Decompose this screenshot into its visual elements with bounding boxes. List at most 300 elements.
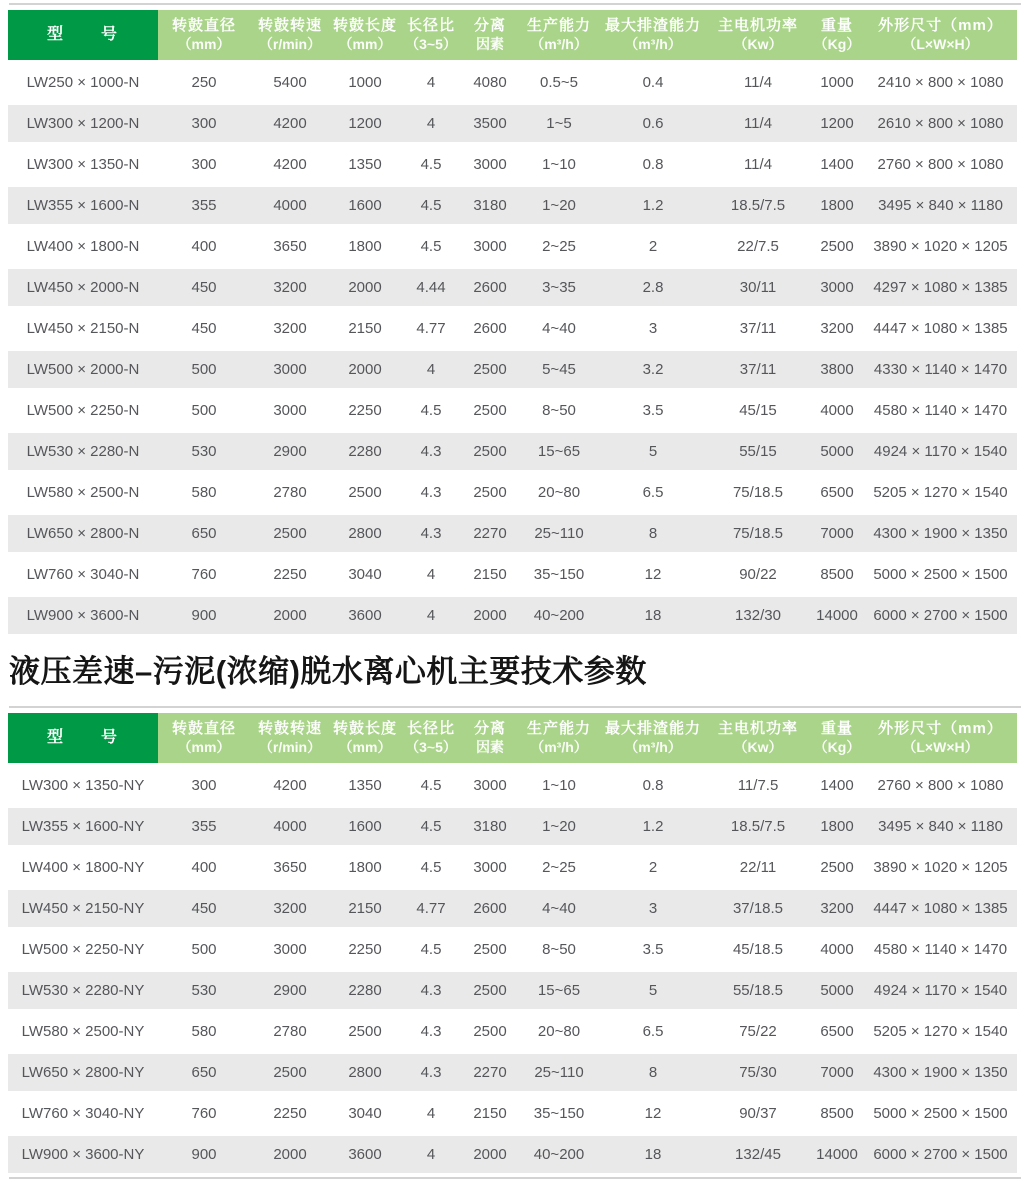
cell-weight: 7000	[810, 515, 864, 552]
cell-model: LW900 × 3600-NY	[8, 1136, 158, 1173]
cell-length-diameter-ratio: 4.5	[400, 392, 462, 429]
cell-capacity: 40~200	[518, 597, 600, 634]
cell-max-discharge: 1.2	[600, 187, 706, 224]
cell-model: LW500 × 2250-NY	[8, 931, 158, 968]
cell-length-diameter-ratio: 4	[400, 597, 462, 634]
header-row	[8, 10, 1017, 60]
cell-separation-factor: 2500	[462, 931, 518, 968]
cell-model: LW400 × 1800-N	[8, 228, 158, 265]
table-row	[8, 392, 1017, 429]
col-header-model	[8, 10, 158, 60]
cell-max-discharge: 0.8	[600, 767, 706, 804]
table-row	[8, 187, 1017, 224]
cell-drum-diameter: 580	[158, 1013, 250, 1050]
cell-model: LW355 × 1600-NY	[8, 808, 158, 845]
col-header-unit: （mm）	[177, 738, 231, 755]
cell-dimensions: 3890 × 1020 × 1205	[864, 849, 1017, 886]
col-header-label: 型 号	[46, 26, 119, 43]
cell-max-discharge: 0.6	[600, 105, 706, 142]
cell-drum-speed: 4200	[250, 146, 330, 183]
cell-weight: 8500	[810, 556, 864, 593]
cell-motor-power: 45/18.5	[706, 931, 810, 968]
cell-drum-speed: 3200	[250, 310, 330, 347]
col-header-length-diameter-ratio	[400, 713, 462, 763]
cell-drum-length: 2250	[330, 931, 400, 968]
cell-model: LW530 × 2280-NY	[8, 972, 158, 1009]
col-header-label: 外形尺寸（mm）	[878, 16, 1003, 34]
col-header-label: 长径比	[406, 720, 455, 738]
col-header-separation-factor	[462, 713, 518, 763]
col-header-model	[8, 713, 158, 763]
cell-weight: 1400	[810, 146, 864, 183]
section2-title: 液压差速–污泥(浓缩)脱水离心机主要技术参数	[9, 654, 647, 689]
cell-drum-diameter: 450	[158, 269, 250, 306]
cell-capacity: 35~150	[518, 556, 600, 593]
cell-separation-factor: 2500	[462, 392, 518, 429]
col-header-capacity	[518, 10, 600, 60]
cell-max-discharge: 2	[600, 228, 706, 265]
col-header-unit: （r/min）	[258, 35, 322, 52]
cell-length-diameter-ratio: 4	[400, 351, 462, 388]
cell-drum-diameter: 760	[158, 556, 250, 593]
col-header-label: 重量	[820, 16, 853, 34]
cell-max-discharge: 1.2	[600, 808, 706, 845]
cell-weight: 1800	[810, 187, 864, 224]
cell-dimensions: 4447 × 1080 × 1385	[864, 890, 1017, 927]
cell-drum-diameter: 500	[158, 351, 250, 388]
cell-drum-length: 2800	[330, 1054, 400, 1091]
cell-drum-diameter: 900	[158, 1136, 250, 1173]
cell-model: LW450 × 2150-NY	[8, 890, 158, 927]
cell-drum-diameter: 300	[158, 767, 250, 804]
cell-separation-factor: 3000	[462, 228, 518, 265]
cell-drum-length: 2000	[330, 269, 400, 306]
cell-drum-length: 1000	[330, 64, 400, 101]
spec-table-sludge-ny-series	[8, 709, 1017, 1177]
cell-drum-diameter: 450	[158, 310, 250, 347]
col-header-motor-power	[706, 10, 810, 60]
bottom-divider	[9, 1177, 1021, 1179]
catalog-page	[0, 3, 1025, 1179]
col-header-label: 分离	[473, 720, 506, 738]
cell-motor-power: 55/15	[706, 433, 810, 470]
col-header-label: 转鼓长度	[332, 720, 397, 738]
cell-separation-factor: 2600	[462, 310, 518, 347]
cell-dimensions: 4924 × 1170 × 1540	[864, 433, 1017, 470]
cell-drum-length: 1200	[330, 105, 400, 142]
cell-drum-length: 1600	[330, 187, 400, 224]
cell-capacity: 2~25	[518, 849, 600, 886]
col-header-drum-speed	[250, 713, 330, 763]
cell-motor-power: 37/18.5	[706, 890, 810, 927]
col-header-label: 转鼓长度	[332, 16, 397, 34]
cell-separation-factor: 3000	[462, 849, 518, 886]
cell-dimensions: 4580 × 1140 × 1470	[864, 392, 1017, 429]
table-row	[8, 1095, 1017, 1132]
cell-model: LW300 × 1350-NY	[8, 767, 158, 804]
cell-motor-power: 75/22	[706, 1013, 810, 1050]
cell-dimensions: 4297 × 1080 × 1385	[864, 269, 1017, 306]
cell-dimensions: 2760 × 800 × 1080	[864, 767, 1017, 804]
cell-separation-factor: 3180	[462, 808, 518, 845]
cell-motor-power: 90/37	[706, 1095, 810, 1132]
cell-dimensions: 5000 × 2500 × 1500	[864, 556, 1017, 593]
cell-model: LW450 × 2150-N	[8, 310, 158, 347]
cell-motor-power: 45/15	[706, 392, 810, 429]
cell-model: LW500 × 2250-N	[8, 392, 158, 429]
cell-capacity: 1~10	[518, 146, 600, 183]
cell-motor-power: 11/4	[706, 64, 810, 101]
cell-max-discharge: 6.5	[600, 474, 706, 511]
cell-max-discharge: 12	[600, 556, 706, 593]
cell-model: LW650 × 2800-NY	[8, 1054, 158, 1091]
cell-max-discharge: 12	[600, 1095, 706, 1132]
cell-drum-diameter: 400	[158, 228, 250, 265]
table-row	[8, 269, 1017, 306]
cell-motor-power: 132/30	[706, 597, 810, 634]
table-row	[8, 972, 1017, 1009]
table-row	[8, 64, 1017, 101]
cell-length-diameter-ratio: 4.3	[400, 972, 462, 1009]
cell-motor-power: 22/11	[706, 849, 810, 886]
cell-drum-diameter: 650	[158, 515, 250, 552]
col-header-unit: （m³/h）	[530, 738, 588, 755]
cell-dimensions: 2410 × 800 × 1080	[864, 64, 1017, 101]
cell-drum-speed: 3200	[250, 890, 330, 927]
cell-capacity: 2~25	[518, 228, 600, 265]
col-header-unit: （mm）	[338, 738, 392, 755]
cell-weight: 4000	[810, 392, 864, 429]
cell-max-discharge: 6.5	[600, 1013, 706, 1050]
cell-max-discharge: 3.5	[600, 392, 706, 429]
cell-drum-length: 2280	[330, 972, 400, 1009]
cell-capacity: 15~65	[518, 972, 600, 1009]
table-row	[8, 849, 1017, 886]
col-header-length-diameter-ratio	[400, 10, 462, 60]
cell-length-diameter-ratio: 4.5	[400, 849, 462, 886]
cell-capacity: 0.5~5	[518, 64, 600, 101]
cell-capacity: 1~20	[518, 808, 600, 845]
col-header-label: 转鼓直径	[171, 16, 236, 34]
table-row	[8, 1054, 1017, 1091]
cell-motor-power: 18.5/7.5	[706, 187, 810, 224]
cell-weight: 6500	[810, 474, 864, 511]
cell-length-diameter-ratio: 4.5	[400, 146, 462, 183]
cell-dimensions: 2610 × 800 × 1080	[864, 105, 1017, 142]
cell-separation-factor: 2270	[462, 515, 518, 552]
col-header-label: 转鼓转速	[257, 720, 322, 738]
cell-dimensions: 3495 × 840 × 1180	[864, 187, 1017, 224]
cell-weight: 3200	[810, 890, 864, 927]
table-row	[8, 146, 1017, 183]
table-row	[8, 1013, 1017, 1050]
cell-capacity: 3~35	[518, 269, 600, 306]
cell-capacity: 25~110	[518, 1054, 600, 1091]
cell-drum-speed: 2780	[250, 474, 330, 511]
cell-model: LW500 × 2000-N	[8, 351, 158, 388]
col-header-unit: （r/min）	[258, 738, 322, 755]
cell-drum-speed: 4000	[250, 187, 330, 224]
cell-motor-power: 18.5/7.5	[706, 808, 810, 845]
col-header-unit: （L×W×H）	[902, 738, 979, 755]
cell-drum-length: 3600	[330, 597, 400, 634]
cell-max-discharge: 2	[600, 849, 706, 886]
cell-length-diameter-ratio: 4.3	[400, 1013, 462, 1050]
cell-drum-length: 2150	[330, 890, 400, 927]
table-row	[8, 890, 1017, 927]
cell-separation-factor: 3000	[462, 767, 518, 804]
cell-dimensions: 4300 × 1900 × 1350	[864, 515, 1017, 552]
cell-drum-diameter: 650	[158, 1054, 250, 1091]
cell-max-discharge: 3	[600, 310, 706, 347]
cell-motor-power: 75/18.5	[706, 515, 810, 552]
cell-model: LW450 × 2000-N	[8, 269, 158, 306]
col-header-unit: （3~5）	[405, 738, 457, 755]
cell-weight: 4000	[810, 931, 864, 968]
cell-separation-factor: 2600	[462, 890, 518, 927]
col-header-label: 生产能力	[526, 16, 591, 34]
cell-separation-factor: 2270	[462, 1054, 518, 1091]
cell-max-discharge: 5	[600, 972, 706, 1009]
cell-max-discharge: 2.8	[600, 269, 706, 306]
cell-length-diameter-ratio: 4	[400, 1136, 462, 1173]
cell-separation-factor: 2000	[462, 1136, 518, 1173]
cell-separation-factor: 2600	[462, 269, 518, 306]
cell-drum-speed: 2900	[250, 972, 330, 1009]
cell-weight: 1800	[810, 808, 864, 845]
cell-capacity: 25~110	[518, 515, 600, 552]
table-row	[8, 433, 1017, 470]
cell-weight: 2500	[810, 228, 864, 265]
cell-length-diameter-ratio: 4.3	[400, 433, 462, 470]
cell-max-discharge: 18	[600, 1136, 706, 1173]
cell-capacity: 4~40	[518, 890, 600, 927]
col-header-label: 型 号	[46, 729, 119, 747]
cell-drum-speed: 3000	[250, 351, 330, 388]
cell-max-discharge: 0.4	[600, 64, 706, 101]
cell-length-diameter-ratio: 4.3	[400, 1054, 462, 1091]
cell-motor-power: 37/11	[706, 310, 810, 347]
cell-max-discharge: 8	[600, 515, 706, 552]
cell-capacity: 1~10	[518, 767, 600, 804]
cell-length-diameter-ratio: 4.44	[400, 269, 462, 306]
col-header-weight	[810, 10, 864, 60]
cell-model: LW900 × 3600-N	[8, 597, 158, 634]
cell-capacity: 8~50	[518, 931, 600, 968]
cell-drum-diameter: 300	[158, 105, 250, 142]
col-header-drum-diameter	[158, 713, 250, 763]
cell-separation-factor: 2500	[462, 351, 518, 388]
cell-drum-speed: 4200	[250, 105, 330, 142]
table-row	[8, 556, 1017, 593]
col-header-drum-speed	[250, 10, 330, 60]
col-header-dimensions	[864, 713, 1017, 763]
cell-capacity: 1~5	[518, 105, 600, 142]
table-row	[8, 1136, 1017, 1173]
cell-model: LW580 × 2500-NY	[8, 1013, 158, 1050]
cell-length-diameter-ratio: 4.5	[400, 808, 462, 845]
section2-top-divider	[9, 706, 1021, 708]
col-header-unit: （Kg）	[813, 738, 861, 755]
cell-capacity: 20~80	[518, 1013, 600, 1050]
cell-drum-length: 2500	[330, 1013, 400, 1050]
cell-drum-speed: 3200	[250, 269, 330, 306]
col-header-separation-factor	[462, 10, 518, 60]
col-header-label: 重量	[820, 720, 853, 738]
cell-separation-factor: 4080	[462, 64, 518, 101]
table-row	[8, 767, 1017, 804]
cell-dimensions: 5205 × 1270 × 1540	[864, 1013, 1017, 1050]
cell-motor-power: 11/4	[706, 105, 810, 142]
cell-motor-power: 75/30	[706, 1054, 810, 1091]
col-header-drum-diameter	[158, 10, 250, 60]
cell-dimensions: 4580 × 1140 × 1470	[864, 931, 1017, 968]
cell-motor-power: 55/18.5	[706, 972, 810, 1009]
cell-drum-diameter: 355	[158, 187, 250, 224]
col-header-label: 外形尺寸（mm）	[878, 720, 1003, 738]
col-header-label: 转鼓直径	[171, 720, 236, 738]
cell-capacity: 1~20	[518, 187, 600, 224]
cell-length-diameter-ratio: 4.5	[400, 228, 462, 265]
cell-separation-factor: 3000	[462, 146, 518, 183]
col-header-drum-length	[330, 10, 400, 60]
cell-drum-diameter: 500	[158, 931, 250, 968]
cell-drum-length: 1800	[330, 849, 400, 886]
table-row	[8, 228, 1017, 265]
col-header-unit: （m³/h）	[624, 35, 682, 52]
cell-dimensions: 4447 × 1080 × 1385	[864, 310, 1017, 347]
cell-weight: 7000	[810, 1054, 864, 1091]
col-header-label: 最大排渣能力	[604, 16, 701, 34]
cell-dimensions: 6000 × 2700 × 1500	[864, 1136, 1017, 1173]
cell-drum-diameter: 300	[158, 146, 250, 183]
cell-motor-power: 132/45	[706, 1136, 810, 1173]
spec-table-hydraulic-n-series	[8, 6, 1017, 638]
cell-model: LW300 × 1350-N	[8, 146, 158, 183]
cell-motor-power: 11/7.5	[706, 767, 810, 804]
cell-model: LW760 × 3040-NY	[8, 1095, 158, 1132]
cell-drum-speed: 2900	[250, 433, 330, 470]
table-row	[8, 597, 1017, 634]
cell-drum-length: 1800	[330, 228, 400, 265]
cell-drum-speed: 4200	[250, 767, 330, 804]
table-row	[8, 105, 1017, 142]
cell-drum-diameter: 355	[158, 808, 250, 845]
cell-weight: 1400	[810, 767, 864, 804]
cell-separation-factor: 2500	[462, 474, 518, 511]
cell-drum-speed: 2250	[250, 556, 330, 593]
col-header-max-discharge	[600, 10, 706, 60]
cell-drum-diameter: 250	[158, 64, 250, 101]
cell-dimensions: 5205 × 1270 × 1540	[864, 474, 1017, 511]
cell-weight: 14000	[810, 1136, 864, 1173]
cell-drum-length: 2150	[330, 310, 400, 347]
cell-dimensions: 2760 × 800 × 1080	[864, 146, 1017, 183]
cell-length-diameter-ratio: 4	[400, 556, 462, 593]
cell-weight: 3200	[810, 310, 864, 347]
col-header-unit: （L×W×H）	[902, 35, 979, 52]
cell-length-diameter-ratio: 4.77	[400, 890, 462, 927]
cell-motor-power: 90/22	[706, 556, 810, 593]
cell-length-diameter-ratio: 4.5	[400, 187, 462, 224]
col-header-unit: （3~5）	[405, 35, 457, 52]
cell-drum-length: 1350	[330, 146, 400, 183]
col-header-unit: （m³/h）	[624, 738, 682, 755]
col-header-unit: 因素	[476, 35, 504, 52]
cell-drum-length: 2500	[330, 474, 400, 511]
cell-dimensions: 6000 × 2700 × 1500	[864, 597, 1017, 634]
col-header-unit: （Kw）	[733, 738, 783, 755]
cell-drum-length: 2280	[330, 433, 400, 470]
cell-weight: 3000	[810, 269, 864, 306]
cell-motor-power: 30/11	[706, 269, 810, 306]
cell-model: LW530 × 2280-N	[8, 433, 158, 470]
cell-length-diameter-ratio: 4	[400, 105, 462, 142]
col-header-label: 主电机功率	[717, 16, 798, 34]
col-header-label: 分离	[473, 16, 506, 34]
cell-separation-factor: 3180	[462, 187, 518, 224]
cell-dimensions: 3890 × 1020 × 1205	[864, 228, 1017, 265]
cell-model: LW300 × 1200-N	[8, 105, 158, 142]
cell-drum-length: 2800	[330, 515, 400, 552]
table-row	[8, 351, 1017, 388]
cell-separation-factor: 2500	[462, 433, 518, 470]
header-row	[8, 713, 1017, 763]
col-header-max-discharge	[600, 713, 706, 763]
cell-drum-speed: 3650	[250, 849, 330, 886]
col-header-motor-power	[706, 713, 810, 763]
cell-drum-length: 2000	[330, 351, 400, 388]
cell-separation-factor: 2150	[462, 1095, 518, 1132]
cell-model: LW580 × 2500-N	[8, 474, 158, 511]
cell-drum-length: 3600	[330, 1136, 400, 1173]
cell-drum-diameter: 450	[158, 890, 250, 927]
cell-weight: 2500	[810, 849, 864, 886]
table-row	[8, 515, 1017, 552]
col-header-drum-length	[330, 713, 400, 763]
cell-separation-factor: 3500	[462, 105, 518, 142]
cell-drum-diameter: 500	[158, 392, 250, 429]
cell-dimensions: 4330 × 1140 × 1470	[864, 351, 1017, 388]
col-header-label: 生产能力	[526, 720, 591, 738]
cell-weight: 14000	[810, 597, 864, 634]
cell-drum-speed: 5400	[250, 64, 330, 101]
cell-drum-speed: 2780	[250, 1013, 330, 1050]
cell-model: LW760 × 3040-N	[8, 556, 158, 593]
cell-capacity: 35~150	[518, 1095, 600, 1132]
top-divider	[9, 3, 1021, 5]
cell-length-diameter-ratio: 4.3	[400, 515, 462, 552]
cell-max-discharge: 3.2	[600, 351, 706, 388]
cell-motor-power: 22/7.5	[706, 228, 810, 265]
col-header-unit: （mm）	[177, 35, 231, 52]
cell-capacity: 15~65	[518, 433, 600, 470]
col-header-weight	[810, 713, 864, 763]
cell-length-diameter-ratio: 4.5	[400, 767, 462, 804]
cell-drum-speed: 3000	[250, 392, 330, 429]
cell-dimensions: 5000 × 2500 × 1500	[864, 1095, 1017, 1132]
col-header-unit: （m³/h）	[530, 35, 588, 52]
col-header-unit: （Kw）	[733, 35, 783, 52]
cell-separation-factor: 2500	[462, 1013, 518, 1050]
cell-capacity: 4~40	[518, 310, 600, 347]
cell-model: LW250 × 1000-N	[8, 64, 158, 101]
cell-drum-speed: 4000	[250, 808, 330, 845]
cell-drum-diameter: 900	[158, 597, 250, 634]
cell-drum-diameter: 580	[158, 474, 250, 511]
cell-weight: 5000	[810, 433, 864, 470]
col-header-label: 转鼓转速	[257, 16, 322, 34]
